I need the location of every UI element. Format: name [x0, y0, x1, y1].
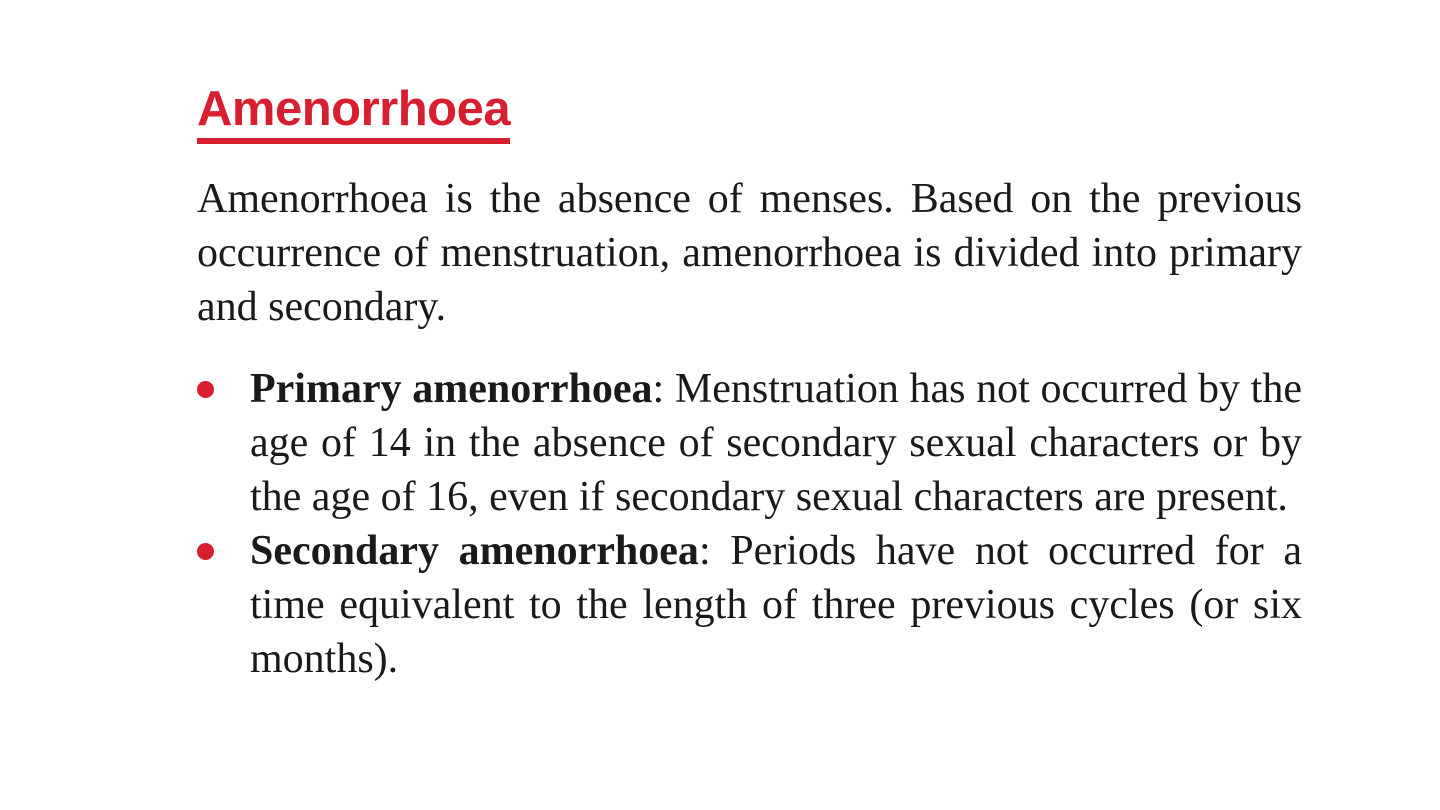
section-heading-underline [197, 82, 510, 144]
intro-paragraph: Amenorrhoea is the absence of menses. Based on the previous occurrence of menstruation, amenorrhoea is divided into primary and secondary. [197, 176, 1302, 330]
bullet-icon [197, 381, 214, 398]
document-page [197, 82, 1302, 686]
term-primary: Primary amenorrhoea [250, 366, 653, 412]
definition-primary: : Menstruation has not occurred by the age of 14 in the absence of secondary sexual characters or by the age of 16, even if secondary sexual characters are present. [250, 366, 1302, 520]
list-item-primary [197, 362, 1302, 524]
definition-secondary: : Periods have not occurred for a time equivalent to the length of three previous cycles (or six months). [250, 528, 1302, 682]
section-heading: Amenorrhoea [197, 82, 511, 136]
list-item-secondary [197, 524, 1302, 686]
definition-list [197, 362, 1302, 686]
term-secondary: Secondary amenorrhoea [250, 528, 699, 574]
bullet-icon [197, 543, 214, 560]
